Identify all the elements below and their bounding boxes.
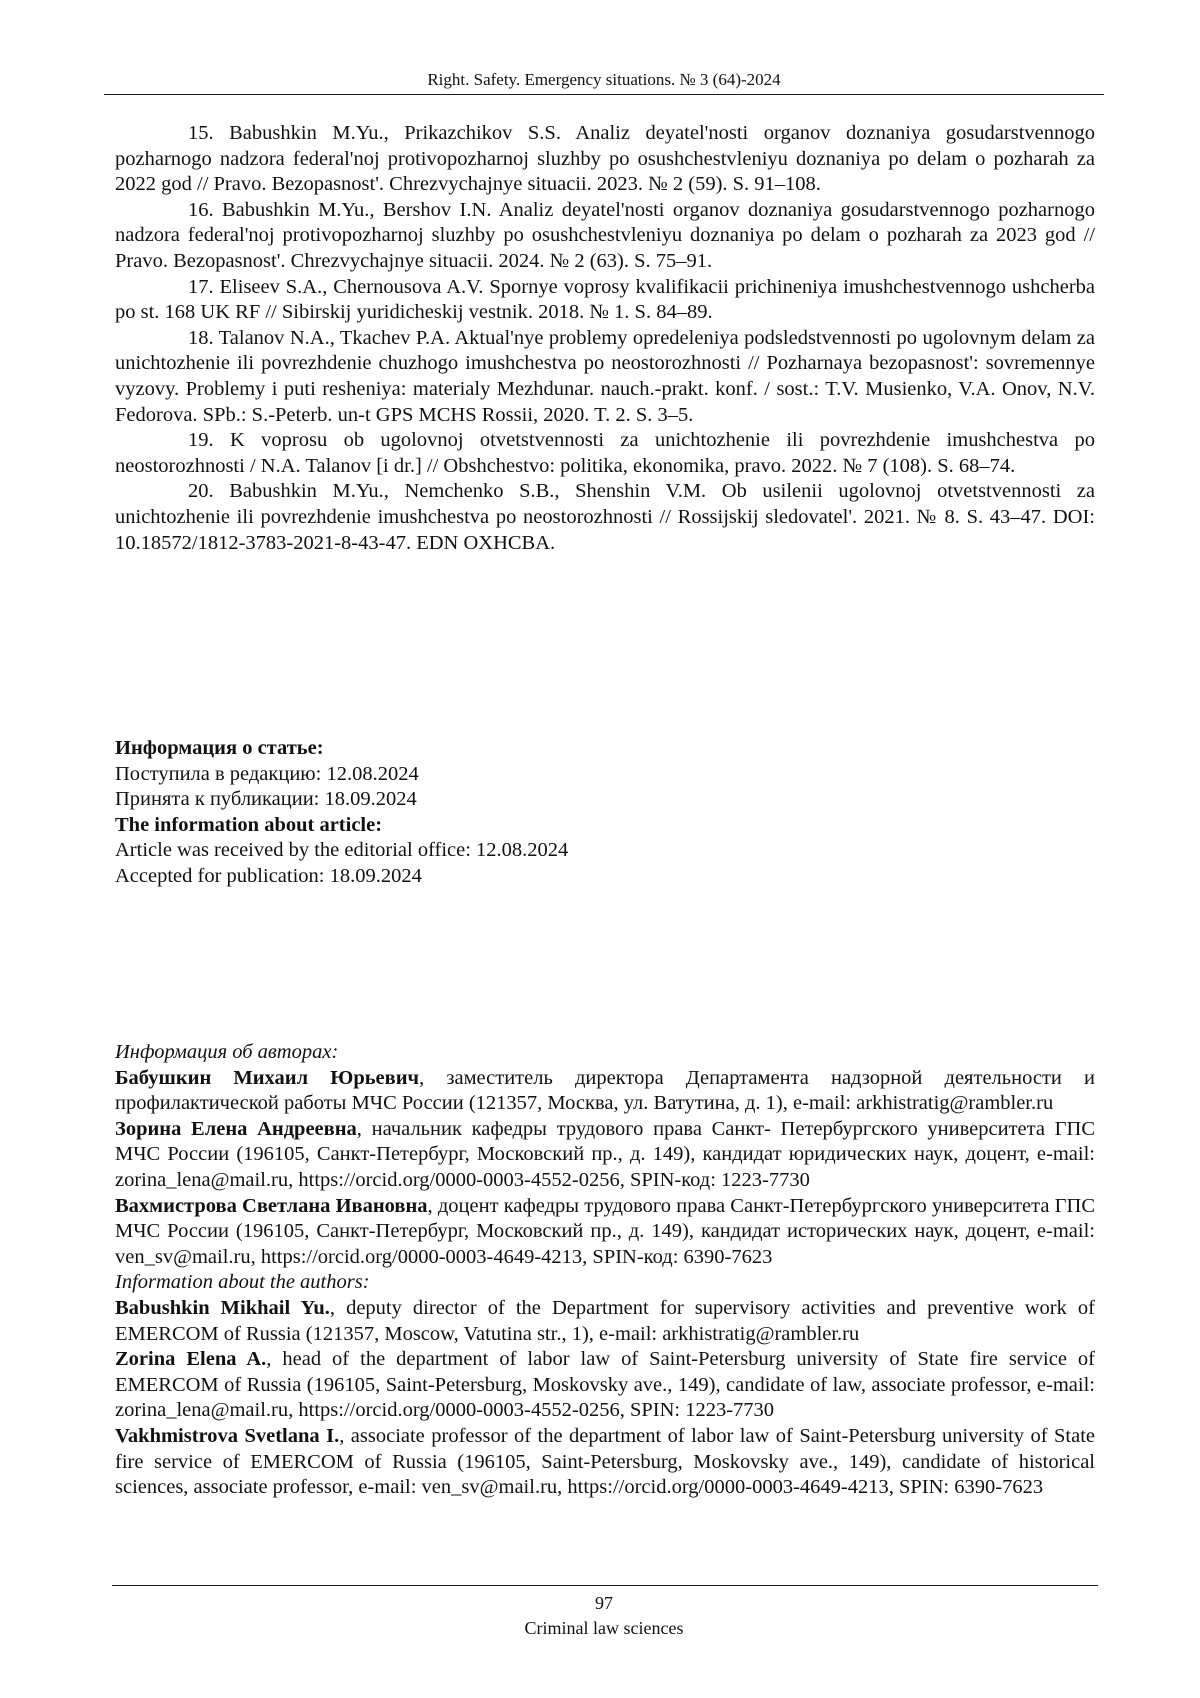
article-accepted-en: Accepted for publication: 18.09.2024 xyxy=(115,864,422,887)
author-name: Vakhmistrova Svetlana I. xyxy=(115,1424,340,1447)
author-details: , head of the department of labor law of Saint-Petersburg university of State fire service of EMERCOM of Russia (196105, Saint-Petersburg, Moskovsky ave., 149), candidate of law, associate professor, e-mail: zorina_lena@mail.ru, https://orcid.org/0000-0003-4552-0256, SPIN: 1223-7730 xyxy=(115,1348,1095,1422)
author-details: , доцент кафедры трудового права Санкт-Петербургского университета ГПС МЧС России (196105, Санкт-Петербург, Московский пр., д. 149), кандидат исторических наук, доцент, e-mail: ven_sv@mail.ru, https://orcid.org/0000-0003-4649-4213, SPIN-код: 6390-7623 xyxy=(115,1194,1095,1268)
author-details: , associate professor of the department of labor law of Saint-Petersburg university of State fire service of EMERCOM of Russia (196105, Saint-Petersburg, Moskovsky ave., 149), candidate of historical sciences, associate professor, e-mail: ven_sv@mail.ru, https://orcid.org/0000-0003-4649-4213, SPIN: 6390-7623 xyxy=(115,1424,1096,1499)
reference-item-17: 17. Eliseev S.A., Chernousova A.V. Spornye voprosy kvalifikacii prichineniya imushchestvennogo ushcherba po st. 168 UK RF // Sibirskij yuridicheskij vestnik. 2018. № 1. S. 84–89. xyxy=(115,275,1095,324)
authors-en-heading: Information about the authors: xyxy=(115,1271,370,1294)
author-name: Зорина Елена Андреевна xyxy=(115,1117,357,1140)
reference-item-16: 16. Babushkin M.Yu., Bershov I.N. Analiz deyatel'nosti organov doznaniya gosudarstvennogo pozharnogo nadzora federal'noj protivopozharnoj sluzhby po osushchestvleniyu doznaniya po delam o pozharah za 2023 god // Pravo. Bezopasnost'. Chrezvychajnye situacii. 2024. № 2 (63). S. 75–91. xyxy=(115,198,1095,272)
reference-item-18: 18. Talanov N.A., Tkachev P.A. Aktual'nye problemy opredeleniya podsledstvennosti po ugolovnym delam za unichtozhenie ili povrezhdenie chuzhogo imushchestva po neostorozhnosti // Pozharnaya bezopasnost': sovremennye vyzovy. Problemy i puti resheniya: materialy Mezhdunar. nauch.-prakt. konf. / sost.: T.V. Musienko, V.A. Onov, N.V. Fedorova. SPb.: S.-Peterb. un-t GPS MCHS Rossii, 2020. T. 2. S. 3–5. xyxy=(115,326,1095,426)
header-divider xyxy=(104,94,1104,95)
reference-item-15: 15. Babushkin M.Yu., Prikazchikov S.S. Analiz deyatel'nosti organov doznaniya gosudarstvennogo pozharnogo nadzora federal'noj protivopozharnoj sluzhby po osushchestvleniyu doznaniya po delam o pozharah za 2022 god // Pravo. Bezopasnost'. Chrezvychajnye situacii. 2023. № 2 (59). S. 91–108. xyxy=(115,122,1095,196)
author-en-1 xyxy=(115,1296,1095,1347)
article-info-ru-heading: Информация о статье: xyxy=(115,737,324,759)
author-name: Zorina Elena A. xyxy=(115,1348,267,1371)
author-ru-2 xyxy=(115,1117,1095,1194)
author-en-2 xyxy=(115,1347,1095,1424)
author-details: , заместитель директора Департамента надзорной деятельности и профилактической работы МЧС России (121357, Москва, ул. Ватутина, д. 1), e-mail: arkhistratig@rambler.ru xyxy=(115,1066,1095,1115)
article-info-en-heading: The information about article: xyxy=(115,813,383,836)
article-accepted-ru: Принята к публикации: 18.09.2024 xyxy=(115,788,417,811)
article-received-en: Article was received by the editorial office: 12.08.2024 xyxy=(115,839,569,862)
author-name: Вахмистрова Светлана Ивановна xyxy=(115,1194,428,1217)
author-name: Babushkin Mikhail Yu. xyxy=(115,1296,330,1319)
reference-item-20: 20. Babushkin M.Yu., Nemchenko S.B., Shenshin V.M. Ob usilenii ugolovnoj otvetstvennosti za unichtozhenie ili povrezhdenie imushchestva po neostorozhnosti // Rossijskij sledovatel'. 2021. № 8. S. 43–47. DOI: 10.18572/1812-3783-2021-8-43-47. EDN OXHCBA. xyxy=(115,480,1095,554)
authors-info xyxy=(115,1040,1095,1501)
author-details: , deputy director of the Department for supervisory activities and preventive work of EMERCOM of Russia (121357, Moscow, Vatutina str., 1), e-mail: arkhistratig@rambler.ru xyxy=(115,1296,1095,1345)
author-ru-3 xyxy=(115,1194,1095,1271)
footer-section-title: Criminal law sciences xyxy=(524,1618,684,1638)
reference-list xyxy=(115,121,1095,556)
footer-divider xyxy=(112,1585,1098,1586)
author-ru-1 xyxy=(115,1066,1095,1117)
page-number: 97 xyxy=(595,1593,613,1613)
author-en-3 xyxy=(115,1424,1095,1501)
authors-ru-heading: Информация об авторах: xyxy=(115,1041,339,1063)
journal-header: Right. Safety. Emergency situations. № 3 (64)-2024 xyxy=(427,70,781,89)
article-info xyxy=(115,736,1095,890)
author-name: Бабушкин Михаил Юрьевич xyxy=(115,1066,420,1089)
reference-item-19: 19. K voprosu ob ugolovnoj otvetstvennosti za unichtozhenie ili povrezhdenie imushchestva po neostorozhnosti / N.A. Talanov [i dr.] // Obshchestvo: politika, ekonomika, pravo. 2022. № 7 (108). S. 68–74. xyxy=(115,429,1095,477)
article-received-ru: Поступила в редакцию: 12.08.2024 xyxy=(115,762,419,785)
author-details: , начальник кафедры трудового права Санкт- Петербургского университета ГПС МЧС России (196105, Санкт-Петербург, Московский пр., д. 149), кандидат юридических наук, доцент, e-mail: zorina_lena@mail.ru, https://orcid.org/0000-0003-4552-0256, SPIN-код: 1223-7730 xyxy=(115,1117,1095,1191)
